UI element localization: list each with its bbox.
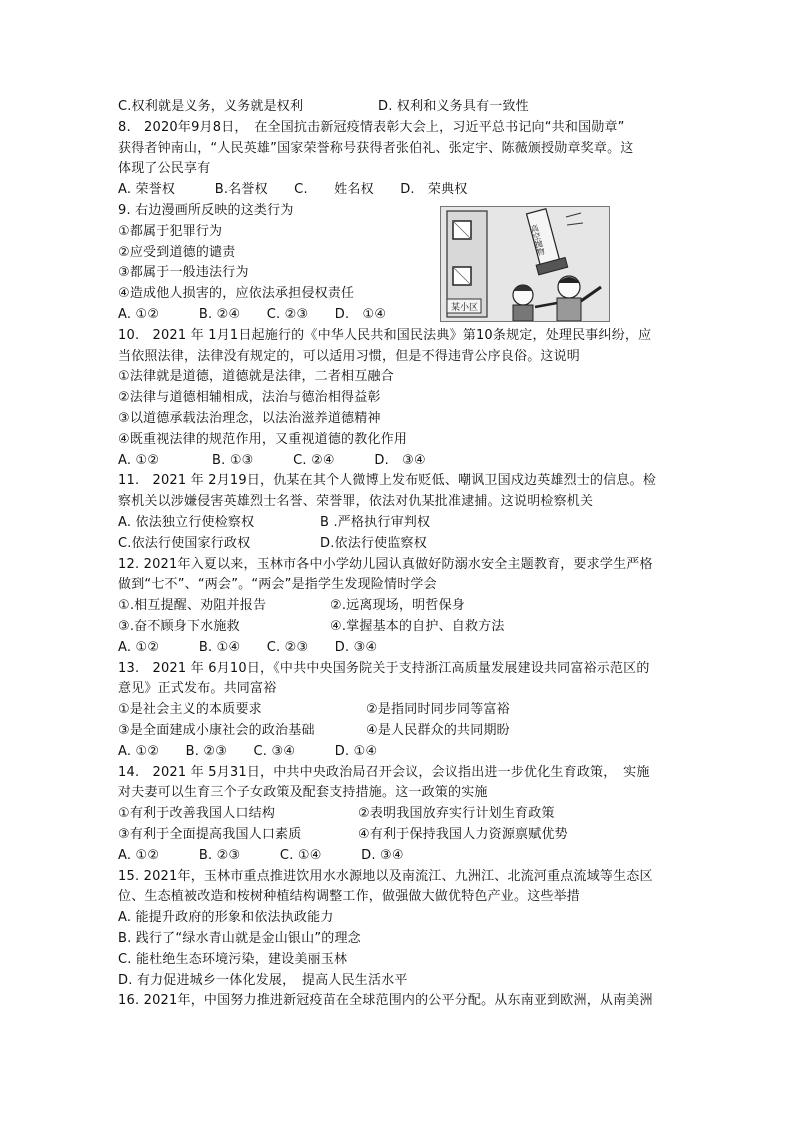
text-line [118, 347, 580, 367]
text-line [118, 887, 580, 907]
text-line-part: 11. 2021 年 2月19日，仇某在其个人微博上发布贬低、嘲讽卫国戍边英雄烈士的信息。检 [118, 473, 657, 489]
cartoon-drawing [441, 207, 609, 321]
text-line-part: 12. 2021年入夏以来，玉林市各中小学幼儿园认真做好防溺水安全主题教育，要求学生严格 [118, 556, 653, 572]
text-line-part: 16. 2021年，中国努力推进新冠疫苗在全球范围内的公平分配。从东南亚到欧洲，从南美洲 [118, 993, 653, 1009]
text-line [118, 763, 650, 783]
text-line-part: 14. 2021 年 5月31日，中共中央政治局召开会议，会议指出进一步优化生育政策， 实施 [118, 764, 650, 780]
text-line-part: 8. 2020年9月8日， 在全国抗击新冠疫情表彰大会上，习近平总书记向“共和国勋章” [118, 119, 625, 135]
text-line-part: 做到“七不”、“两会”。“两会”是指学生发现险情时学会 [118, 577, 437, 593]
text-line [118, 929, 361, 949]
cartoon-banner-text: 高空抛物 [529, 223, 547, 257]
text-line [118, 867, 653, 887]
text-line [118, 326, 651, 346]
text-line-part: 体现了公民享有 [118, 161, 211, 177]
text-line [118, 388, 381, 408]
text-line [118, 971, 408, 991]
text-line-part: ①法律就是道德，道德就是法律，二者相互融合 [118, 369, 394, 385]
text-line-part: 15. 2021年，玉林市重点推进饮用水水源地以及南流江、九洲江、北流河重点流域等生态区 [118, 868, 653, 884]
text-line [118, 451, 426, 471]
text-line-part: A. 依法独立行使检察权 [118, 515, 255, 530]
text-line [118, 367, 394, 387]
text-line-part-right: D.依法行使监察权 [320, 535, 427, 551]
text-line-part: C.权利就是义务，义务就是权利 [118, 99, 304, 114]
text-line-part: A. ①② B. ②④ C. ②③ D. ①④ [118, 307, 387, 322]
text-line-part-right: ②是指同时同步同等富裕 [366, 702, 510, 718]
text-line [118, 222, 222, 242]
cartoon-image [440, 206, 610, 322]
text-line-part: A. 荣誉权 B.名誉权 C. 姓名权 D. 荣典权 [118, 182, 468, 198]
text-line-part: A. ①② B. ②③ C. ①④ D. ③④ [118, 847, 404, 863]
text-line [118, 700, 510, 720]
text-line [118, 430, 407, 450]
text-line [118, 139, 633, 159]
text-line-part-right: ④.掌握基本的自护、自救方法 [330, 619, 505, 634]
text-line-part: ①是社会主义的本质要求 [118, 702, 262, 718]
text-line [118, 97, 529, 117]
text-line-part: ①.相互提醒、劝阻并报告 [118, 598, 267, 614]
text-line-part: ③以道德承载法治理念，以法治滋养道德精神 [118, 411, 381, 426]
text-line-part: ①都属于犯罪行为 [118, 223, 223, 239]
text-line [118, 804, 555, 824]
text-line [118, 575, 437, 595]
text-line [118, 825, 568, 845]
text-line-part: ③是全面建成小康社会的政治基础 [118, 723, 315, 738]
text-line [118, 617, 505, 637]
text-line-part: ③.奋不顾身下水施救 [118, 619, 240, 634]
text-line-part: 对夫妻可以生育三个子女政策及配套支持措施。这一政策的实施 [118, 785, 488, 801]
text-line-part-right: B .严格执行审判权 [320, 515, 431, 530]
text-line-part: ②法律与道德相辅相成，法治与德治相得益彰 [118, 390, 381, 406]
text-line [118, 638, 377, 658]
text-line-part: ③都属于一般违法行为 [118, 265, 249, 281]
text-line [118, 846, 404, 866]
text-line [118, 513, 431, 533]
text-line [118, 471, 656, 491]
text-line [118, 201, 294, 221]
text-line [118, 534, 427, 554]
text-line-part: ②应受到道德的谴责 [118, 244, 236, 260]
text-line-part-right: ④是人民群众的共同期盼 [366, 723, 510, 738]
text-line [118, 159, 210, 179]
text-line [118, 659, 650, 679]
text-line [118, 284, 354, 304]
text-line-part: A. ①② B. ①④ C. ②③ D. ③④ [118, 639, 378, 655]
text-line [118, 180, 468, 200]
text-line-part: 意见》正式发布。共同富裕 [118, 681, 277, 697]
text-line-part: A. 能提升政府的形象和依法执政能力 [118, 910, 334, 926]
text-line [118, 783, 488, 803]
text-line-part: B. 践行了“绿水青山就是金山银山”的理念 [118, 931, 361, 946]
text-line-part: 位、生态植被改造和桉树种植结构调整工作，做强做大做优特色产业。这些举措 [118, 889, 581, 905]
text-line-part: ④既重视法律的规范作用，又重视道德的教化作用 [118, 431, 408, 447]
text-line-part: 当依照法律，法律没有规定的，可以适用习惯，但是不得违背公序良俗。这说明 [118, 348, 581, 364]
text-line [118, 492, 593, 512]
text-line-part: 9. 右边漫画所反映的这类行为 [118, 203, 294, 218]
text-line-part: 10. 2021 年 1月1日起施行的《中华人民共和国民法典》第10条规定，处理民事纠纷，应 [118, 327, 652, 343]
text-line-part: 获得者钟南山，“人民英雄”国家荣誉称号获得者张伯礼、张定宇、陈薇颁授勋章奖章。这 [118, 140, 634, 156]
text-line-part: D. 有力促进城乡一体化发展， 提高人民生活水平 [118, 972, 408, 988]
text-line-part: 察机关以涉嫌侵害英雄烈士名誉、荣誉罪，依法对仇某批准逮捕。这说明检察机关 [118, 494, 594, 510]
text-line-part: ③有利于全面提高我国人口素质 [118, 827, 302, 842]
text-line [118, 555, 653, 575]
cartoon-sign-label: 某小区 [451, 303, 479, 313]
text-line-part-right: D. 权利和义务具有一致性 [378, 99, 529, 114]
text-line [118, 118, 625, 138]
text-line-part: A. ①② B. ①③ C. ②④ D. ③④ [118, 452, 426, 468]
text-line-part: 13. 2021 年 6月10日，《中共中央国务院关于支持浙江高质量发展建设共同富裕示范区的 [118, 660, 650, 676]
text-line-part: ①有利于改善我国人口结构 [118, 806, 276, 822]
text-line [118, 908, 334, 928]
text-line [118, 950, 347, 970]
text-line-part: C.依法行使国家行政权 [118, 535, 251, 551]
text-line-part: A. ①② B. ②③ C. ③④ D. ①④ [118, 743, 378, 759]
text-line-part: C. 能杜绝生态环境污染，建设美丽玉林 [118, 951, 348, 967]
text-line [118, 305, 386, 325]
text-line [118, 243, 235, 263]
text-line [118, 596, 465, 616]
text-line [118, 991, 653, 1011]
text-line [118, 409, 381, 429]
text-line [118, 263, 249, 283]
text-line-part-right: ②.远离现场，明哲保身 [330, 598, 465, 614]
text-line-part: ④造成他人损害的，应依法承担侵权责任 [118, 286, 355, 302]
text-line-part-right: ④有利于保持我国人力资源禀赋优势 [358, 827, 568, 842]
text-line [118, 742, 377, 762]
text-line [118, 721, 510, 741]
text-line [118, 679, 276, 699]
text-line-part-right: ②表明我国放弃实行计划生育政策 [358, 806, 555, 822]
